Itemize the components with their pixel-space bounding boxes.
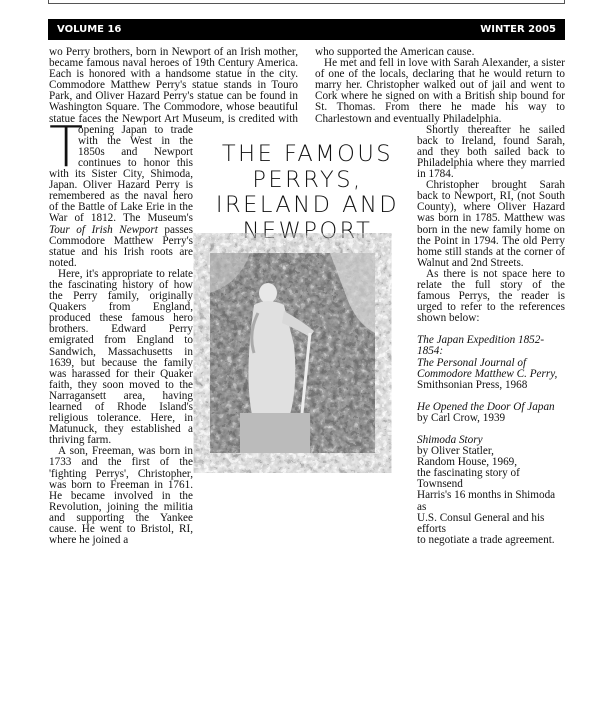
header-bar	[48, 19, 565, 40]
reference-item: Shimoda Story by Oliver Statler, Random House, 1969, the fascinating story of Townsend Harris's 16 months in Shimoda as U.S. Consul General and his efforts to negotiate a trade agreement.	[417, 434, 556, 546]
article-title: THE FAMOUS PERRYS, IRELAND AND NEWPORT	[215, 141, 400, 244]
paragraph-sarah: He met and fell in love with Sarah Alexander, a sister of one of the locals, declaring that he would return to marry her. Christopher walked out of jail and went to Cork where he signed on with a British ship bound for St. Thomas. From there he made his way to Charlestown and eventually Philadelphia.	[315, 57, 565, 125]
reference-item: The Japan Expedition 1852-1854: The Personal Journal of Commodore Matthew C. Perry, Smithsonian Press, 1968	[417, 334, 558, 391]
paragraph-family-history: Here, it's appropriate to relate the fascinating history of how the Perry family, originally Quakers from England, produced these famous hero brothers. Edward Perry emigrated from England to Sandwich, Massachusetts in 1639, but because the family was harassed for their Quaker faith, they soon moved to the Narragansett area, having learned of Rhode Island's religious tolerance. Here, in Matunuck, they established a thriving farm.	[49, 267, 193, 447]
top-border-box	[48, 0, 565, 4]
reference-item: He Opened the Door Of Japan by Carl Crow, 1939	[417, 400, 555, 424]
paragraph-christopher: A son, Freeman, was born in 1733 and the first of the 'fighting Perrys', Christopher, was born to Freeman in 1761. He became involved in the Revolution, joining the militia and supporting the Yankee cause. He went to Bristol, RI, where he joined a	[49, 445, 193, 547]
paragraph-american-cause: who supported the American cause.	[315, 46, 475, 58]
volume-label: VOLUME 16	[57, 24, 122, 35]
paragraph-references-intro: As there is not space here to relate the full story of the famous Perrys, the reader is urged to refer to the references shown below:	[417, 267, 565, 325]
paragraph-ireland: Shortly thereafter he sailed back to Ireland, found Sarah, and they both sailed back to Philadelphia where they married in 1784.	[417, 123, 565, 181]
intro-text: wo Perry brothers, born in Newport of an Irish mother, became famous naval heroes of 19th Century America. Each is honored with a handsome statue in the city. Commodore Matthew Perry's statue stands in Touro Park, and Oliver Hazard Perry's statue can be found in Washington Square. The Commodore, whose beautiful statue faces the Newport Art Museum, is credited with opening Japan to trade with the West in the 1850s and Newport continues to honor this with its Sister City, Shimoda, Japan. Oliver Hazard Perry is remembered as the naval hero of the Battle of Lake Erie in the War of 1812. The Museum's Tour of Irish Newport passes Commodore Matthew Perry's statue and his Irish roots are noted.	[49, 46, 298, 269]
right-column	[315, 47, 565, 725]
paragraph-newport-home: Christopher brought Sarah back to Newport, RI, (not South County), where Oliver Hazard was born in 1785. Matthew was born in the new family home on the Point in 1794. The old Perry home still stands at the corner of Walnut and 2nd Streets.	[417, 179, 565, 269]
drop-cap: T	[49, 115, 84, 180]
layout-spacer	[315, 125, 417, 725]
season-label: WINTER 2005	[480, 24, 556, 35]
